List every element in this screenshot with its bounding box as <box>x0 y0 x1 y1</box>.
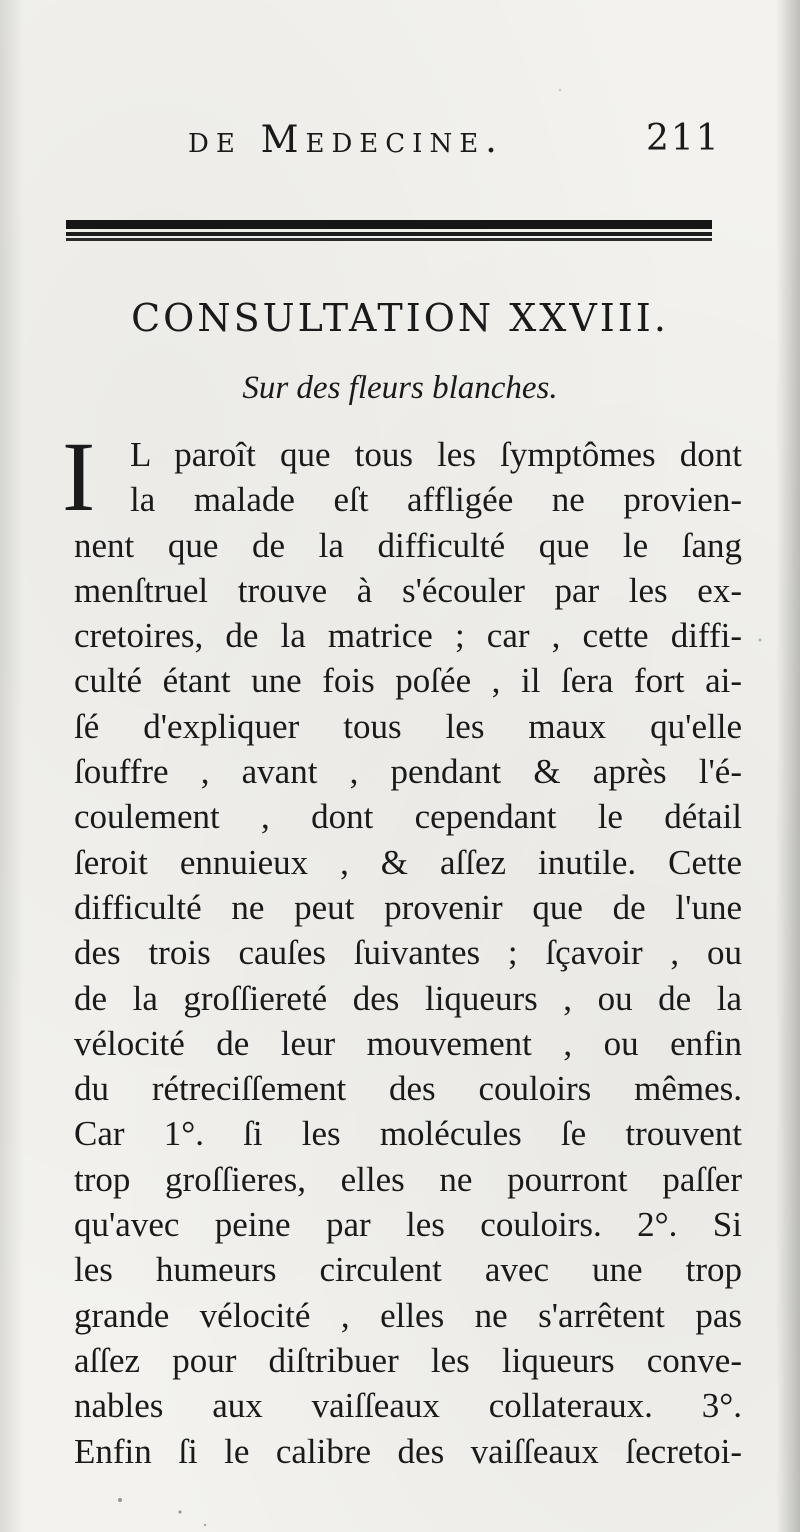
text-line: grande vélocité , elles ne s'arrêtent pas <box>74 1295 742 1335</box>
text-line: des trois cauſes ſuivantes ; ſçavoir , ou <box>74 933 742 973</box>
page-right-edge-shadow <box>776 0 800 1532</box>
text-line: ſouffre , avant , pendant & après l'é- <box>74 752 742 792</box>
drop-cap: I <box>62 421 96 532</box>
rule-thin-bar <box>66 232 712 236</box>
body-text <box>74 432 742 1474</box>
text-line: nables aux vaiſſeaux collateraux. 3°. <box>74 1386 742 1426</box>
text-line: vélocité de leur mouvement , ou enfin <box>74 1023 742 1063</box>
text-line: nent que de la difficulté que le ſang <box>74 525 742 565</box>
consultation-heading: CONSULTATION XXVIII. <box>131 296 669 340</box>
text-line: coulement , dont cependant le détail <box>74 797 742 837</box>
page-number: 211 <box>646 118 721 159</box>
text-line: trop groſſieres, elles ne pourront paſſer <box>74 1159 742 1199</box>
text-line: difficulté ne peut provenir que de l'une <box>74 887 742 927</box>
running-head-title: de Medecine. <box>188 118 504 161</box>
text-line: L paroît que tous les ſymptômes dont <box>130 435 742 474</box>
double-rule-divider <box>66 220 712 246</box>
running-head <box>0 118 800 174</box>
text-line: qu'avec peine par les couloirs. 2°. Si <box>74 1205 742 1245</box>
text-line: la malade eſt affligée ne provien- <box>130 480 742 520</box>
text-line: ſé d'expliquer tous les maux qu'elle <box>74 706 742 746</box>
text-line: cretoires, de la matrice ; car , cette diffi- <box>74 616 742 656</box>
text-line: de la groſſiereté des liqueurs , ou de la <box>74 978 742 1018</box>
rule-thin-bar-lower <box>66 238 712 241</box>
rule-thick-bar <box>66 220 712 229</box>
text-line: aſſez pour diſtribuer les liqueurs conve- <box>74 1340 742 1380</box>
text-line: Enfin ſi le calibre des vaiſſeaux ſecretoi- <box>74 1431 742 1471</box>
consultation-subheading: Sur des fleurs blanches. <box>242 370 558 406</box>
text-line: du rétreciſſement des couloirs mêmes. <box>74 1069 742 1109</box>
page-left-edge-shadow <box>0 0 24 1532</box>
text-line: culté étant une fois poſée , il ſera fort ai- <box>74 661 742 701</box>
text-line: les humeurs circulent avec une trop <box>74 1250 742 1290</box>
text-line: ſeroit ennuieux , & aſſez inutile. Cette <box>74 842 742 882</box>
text-line: Car 1°. ſi les molécules ſe trouvent <box>74 1114 742 1154</box>
text-line: menſtruel trouve à s'écouler par les ex- <box>74 570 742 610</box>
